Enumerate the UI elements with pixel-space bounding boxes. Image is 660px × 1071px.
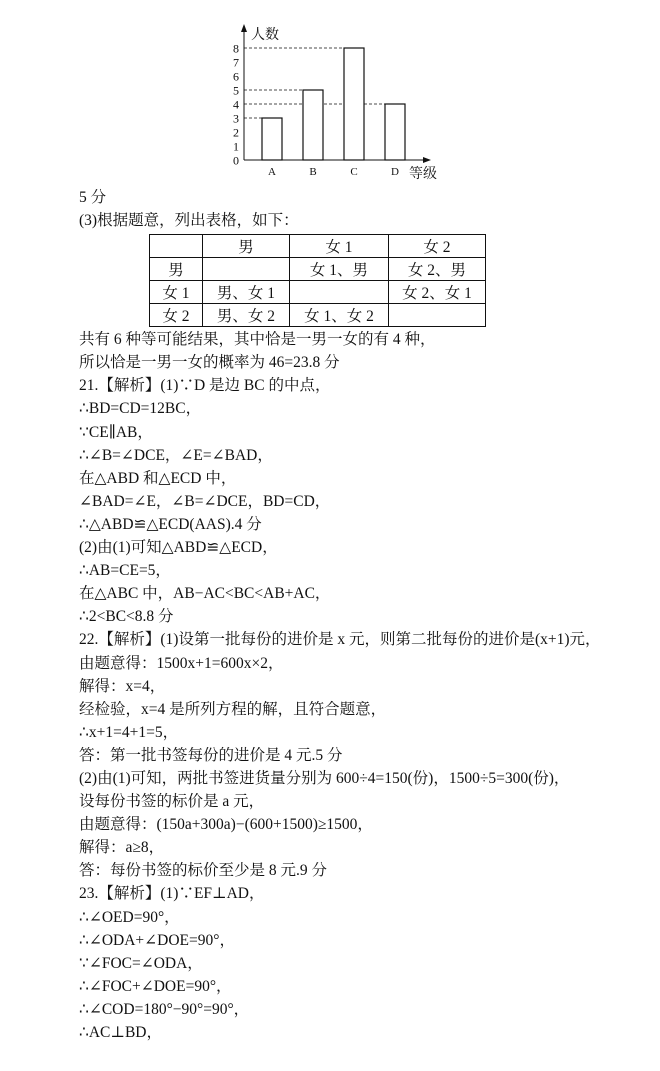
text-block-bottom xyxy=(79,328,649,1044)
text-line: ∵CE∥AB， xyxy=(79,423,153,441)
table-cell: 女 2 xyxy=(150,304,203,327)
text-line: ∴△ABD≌△ECD(AAS).4 分 xyxy=(79,515,262,533)
text-line: ∵∠FOC=∠ODA， xyxy=(79,954,203,972)
text-line: (2)由(1)可知△ABD≌△ECD， xyxy=(79,539,278,557)
text-line: 在△ABC 中，AB−AC<BC<AB+AC， xyxy=(79,585,331,603)
x-tick-label: C xyxy=(350,166,358,178)
text-line: ∴∠FOC+∠DOE=90°， xyxy=(79,977,232,995)
table-header-row xyxy=(150,235,486,258)
table-row xyxy=(150,281,486,304)
table-cell: 女 2、女 1 xyxy=(389,281,486,304)
x-axis-arrow xyxy=(423,157,431,163)
text-line: 共有 6 种等可能结果，其中恰是一男一女的有 4 种， xyxy=(79,331,436,349)
table-cell xyxy=(203,258,290,281)
table-cell: 女 1 xyxy=(290,235,389,258)
y-tick-label: 8 xyxy=(233,41,239,56)
y-tick-labels xyxy=(233,42,239,168)
text-line: 解得：x=4， xyxy=(79,677,166,695)
y-tick-label: 1 xyxy=(233,139,239,154)
y-tick-label: 2 xyxy=(233,125,239,140)
text-line: ∴∠OED=90°， xyxy=(79,908,180,926)
y-axis-arrow xyxy=(241,24,247,32)
y-tick-label: 4 xyxy=(233,97,239,112)
y-axis-label: 人数 xyxy=(251,28,279,43)
text-line: ∴∠ODA+∠DOE=90°， xyxy=(79,931,235,949)
table-cell xyxy=(290,281,389,304)
bar-C xyxy=(344,48,364,160)
y-tick-label: 3 xyxy=(233,111,239,126)
x-tick-label: D xyxy=(391,166,399,178)
bar-A xyxy=(262,118,282,160)
text-line: ∠BAD=∠E，∠B=∠DCE，BD=CD， xyxy=(79,492,331,510)
table-cell xyxy=(150,235,203,258)
text-line: ∴AB=CE=5， xyxy=(79,562,171,580)
text-line: 答：每份书签的标价至少是 8 元.9 分 xyxy=(79,862,328,880)
text-line: ∴BD=CD=12BC， xyxy=(79,400,202,418)
text-line: ∴∠COD=180°−90°=90°， xyxy=(79,1000,250,1018)
table-cell: 男、女 1 xyxy=(203,281,290,304)
table-cell: 男、女 2 xyxy=(203,304,290,327)
table-cell: 女 1、女 2 xyxy=(290,304,389,327)
text-line: 23.【解析】(1)∵EF⊥AD， xyxy=(79,885,265,903)
x-tick-label: A xyxy=(268,166,276,178)
table-cell: 女 1 xyxy=(150,281,203,304)
table-cell: 女 2 xyxy=(389,235,486,258)
table-row xyxy=(150,304,486,327)
document-body xyxy=(79,186,649,1044)
y-tick-label: 0 xyxy=(233,153,239,168)
x-axis-label: 等级 xyxy=(409,167,437,182)
bar-D xyxy=(385,104,405,160)
text-line: 解得：a≥8， xyxy=(79,839,165,857)
text-line: 所以恰是一男一女的概率为 46=23.8 分 xyxy=(79,354,340,372)
outcome-table-wrap xyxy=(149,234,486,327)
text-line: 在△ABD 和△ECD 中， xyxy=(79,469,237,487)
text-line: 由题意得：(150a+300a)−(600+1500)≥1500， xyxy=(79,816,373,834)
y-tick-label: 6 xyxy=(233,69,239,84)
table-row xyxy=(150,258,486,281)
bar-B xyxy=(303,90,323,160)
chart-bars xyxy=(262,48,405,160)
table-cell: 女 1、男 xyxy=(290,258,389,281)
bar-chart xyxy=(215,22,445,187)
text-line: 经检验，x=4 是所列方程的解，且符合题意， xyxy=(79,700,387,718)
text-line: ∴x+1=4+1=5， xyxy=(79,723,179,741)
text-line: ∴∠B=∠DCE，∠E=∠BAD， xyxy=(79,446,273,464)
table-cell: 女 2、男 xyxy=(389,258,486,281)
x-tick-labels xyxy=(268,166,399,178)
text-line: 答：第一批书签每份的进价是 4 元.5 分 xyxy=(79,746,343,764)
text-line: ∴2<BC<8.8 分 xyxy=(79,608,174,626)
y-tick-label: 7 xyxy=(233,55,239,70)
text-line: (3)根据题意，列出表格，如下： xyxy=(79,212,299,230)
outcome-table xyxy=(149,234,486,327)
text-line: 22.【解析】(1)设第一批每份的进价是 x 元，则第二批每份的进价是(x+1)元， xyxy=(79,631,601,649)
text-line: 21.【解析】(1)∵D 是边 BC 的中点， xyxy=(79,377,331,395)
text-block-top xyxy=(79,186,649,232)
table-cell: 男 xyxy=(150,258,203,281)
table-cell xyxy=(389,304,486,327)
text-line: ∴AC⊥BD， xyxy=(79,1024,163,1041)
text-line: (2)由(1)可知，两批书签进货量分别为 600÷4=150(份)，1500÷5=300(份)， xyxy=(79,769,570,787)
text-line: 由题意得：1500x+1=600x×2， xyxy=(79,654,284,672)
y-tick-label: 5 xyxy=(233,83,239,98)
x-tick-label: B xyxy=(309,166,317,178)
text-line: 设每份书签的标价是 a 元， xyxy=(79,793,265,811)
table-cell: 男 xyxy=(203,235,290,258)
text-line: 5 分 xyxy=(79,189,107,206)
chart-grid xyxy=(244,48,405,118)
